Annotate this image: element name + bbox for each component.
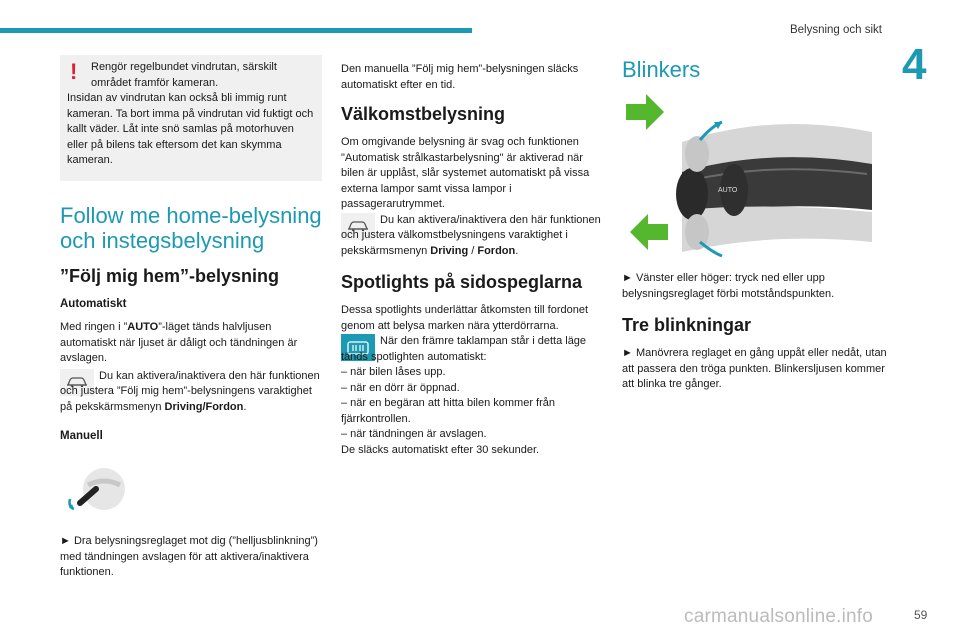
- top-accent-bar: [0, 28, 472, 33]
- column-left: [60, 55, 322, 581]
- settings-note-text: Du kan aktivera/inaktivera den här funktionen och justera ”Följ mig hem”-belysningens varaktighet på pekskärmsmenyn Driving/Fordon.: [60, 369, 320, 413]
- automatic-text: Med ringen i ”AUTO”-läget tänds halvljusen automatiskt när ljuset är dåligt och tändningen är avslagen.: [60, 321, 298, 364]
- welcome-settings-text: Du kan aktivera/inaktivera den här funktionen och justera välkomstbelysningens varaktighet i pekskärmsmenyn Driving / Fordon.: [341, 213, 601, 257]
- spot-text: Dessa spotlights underlättar åtkomsten till fordonet genom att belysa marken nära ytterdörrarna.: [341, 304, 589, 332]
- spot-list-item: – när en dörr är öppnad.: [341, 381, 460, 394]
- column-middle: [341, 55, 606, 458]
- subheading-follow-me: ”Följ mig hem”-belysning: [60, 265, 280, 286]
- welcome-text: Om omgivande belysning är svag och funktionen "Automatisk strålkastarbelysning" är aktiverad när bilen är upplåst, slår systemet automatiskt på vissa externa lampor samt vissa lampor i passagerarutrymmet.: [341, 136, 590, 210]
- spot-end: De släcks automatiskt efter 30 sekunder.: [341, 443, 540, 456]
- warning-box: [60, 55, 322, 181]
- indicator-stalk-illustration: [622, 92, 884, 257]
- exclamation-icon: !: [70, 59, 78, 84]
- page-number: 59: [914, 608, 928, 622]
- stalk-auto-label: AUTO: [718, 187, 738, 194]
- arrow-right-icon: [622, 92, 668, 132]
- manual-text: ► Dra belysningsreglaget mot dig (”helljusblinkning”) med tändningen avslagen för att aktivera/inaktivera funktionen.: [60, 535, 318, 578]
- spot-icon-text: När den främre taklampan står i detta läge tänds spotlighten automatiskt:: [341, 335, 587, 363]
- automatic-heading: Automatiskt: [60, 297, 127, 310]
- spot-list-item: – när tändningen är avslagen.: [341, 428, 487, 440]
- warning-body: Insidan av vindrutan kan också bli immig runt kameran. Ta bort imma på vindrutan vid fuktigt och kallt väder. Låt inte snö samlas på motorhuven eller på bilens tak eftersom det kan skymma kameran.: [67, 92, 314, 166]
- arrow-left-icon: [626, 212, 672, 252]
- chapter-number: 4: [902, 40, 927, 89]
- watermark: carmanualsonline.info: [684, 606, 874, 627]
- spot-list-item: – när en begäran att hitta bilen kommer från fjärrkontrollen.: [341, 397, 556, 425]
- manual-heading: Manuell: [60, 430, 103, 442]
- steering-wheel-icon: [60, 463, 130, 515]
- three-blinks-text: ► Manövrera reglaget en gång uppåt eller nedåt, utan att passera den tröga punkten. Blinkersljusen kommer att blinka tre gånger.: [622, 347, 887, 390]
- heading-three-blinks: Tre blinkningar: [622, 315, 752, 335]
- warning-line1: Rengör regelbundet vindrutan, särskilt: [91, 61, 277, 73]
- warning-line2: området framför kameran.: [91, 76, 219, 89]
- spot-list-item: – när bilen låses upp.: [341, 366, 446, 378]
- heading-follow-me-home: Follow me home-belysning och instegsbelysning: [60, 202, 322, 253]
- heading-blinkers: Blinkers: [622, 57, 701, 82]
- blinker-text: ► Vänster eller höger: tryck ned eller upp belysningsreglaget förbi motståndspunkten.: [622, 272, 835, 300]
- column-right: [622, 55, 892, 393]
- section-title: Belysning och sikt: [789, 24, 882, 36]
- heading-welcome-lighting: Välkomstbelysning: [341, 104, 506, 124]
- heading-mirror-spotlights: Spotlights på sidospeglarna: [341, 272, 583, 292]
- manual-follow-intro: Den manuella ”Följ mig hem”-belysningen släcks automatiskt efter en tid.: [341, 63, 579, 91]
